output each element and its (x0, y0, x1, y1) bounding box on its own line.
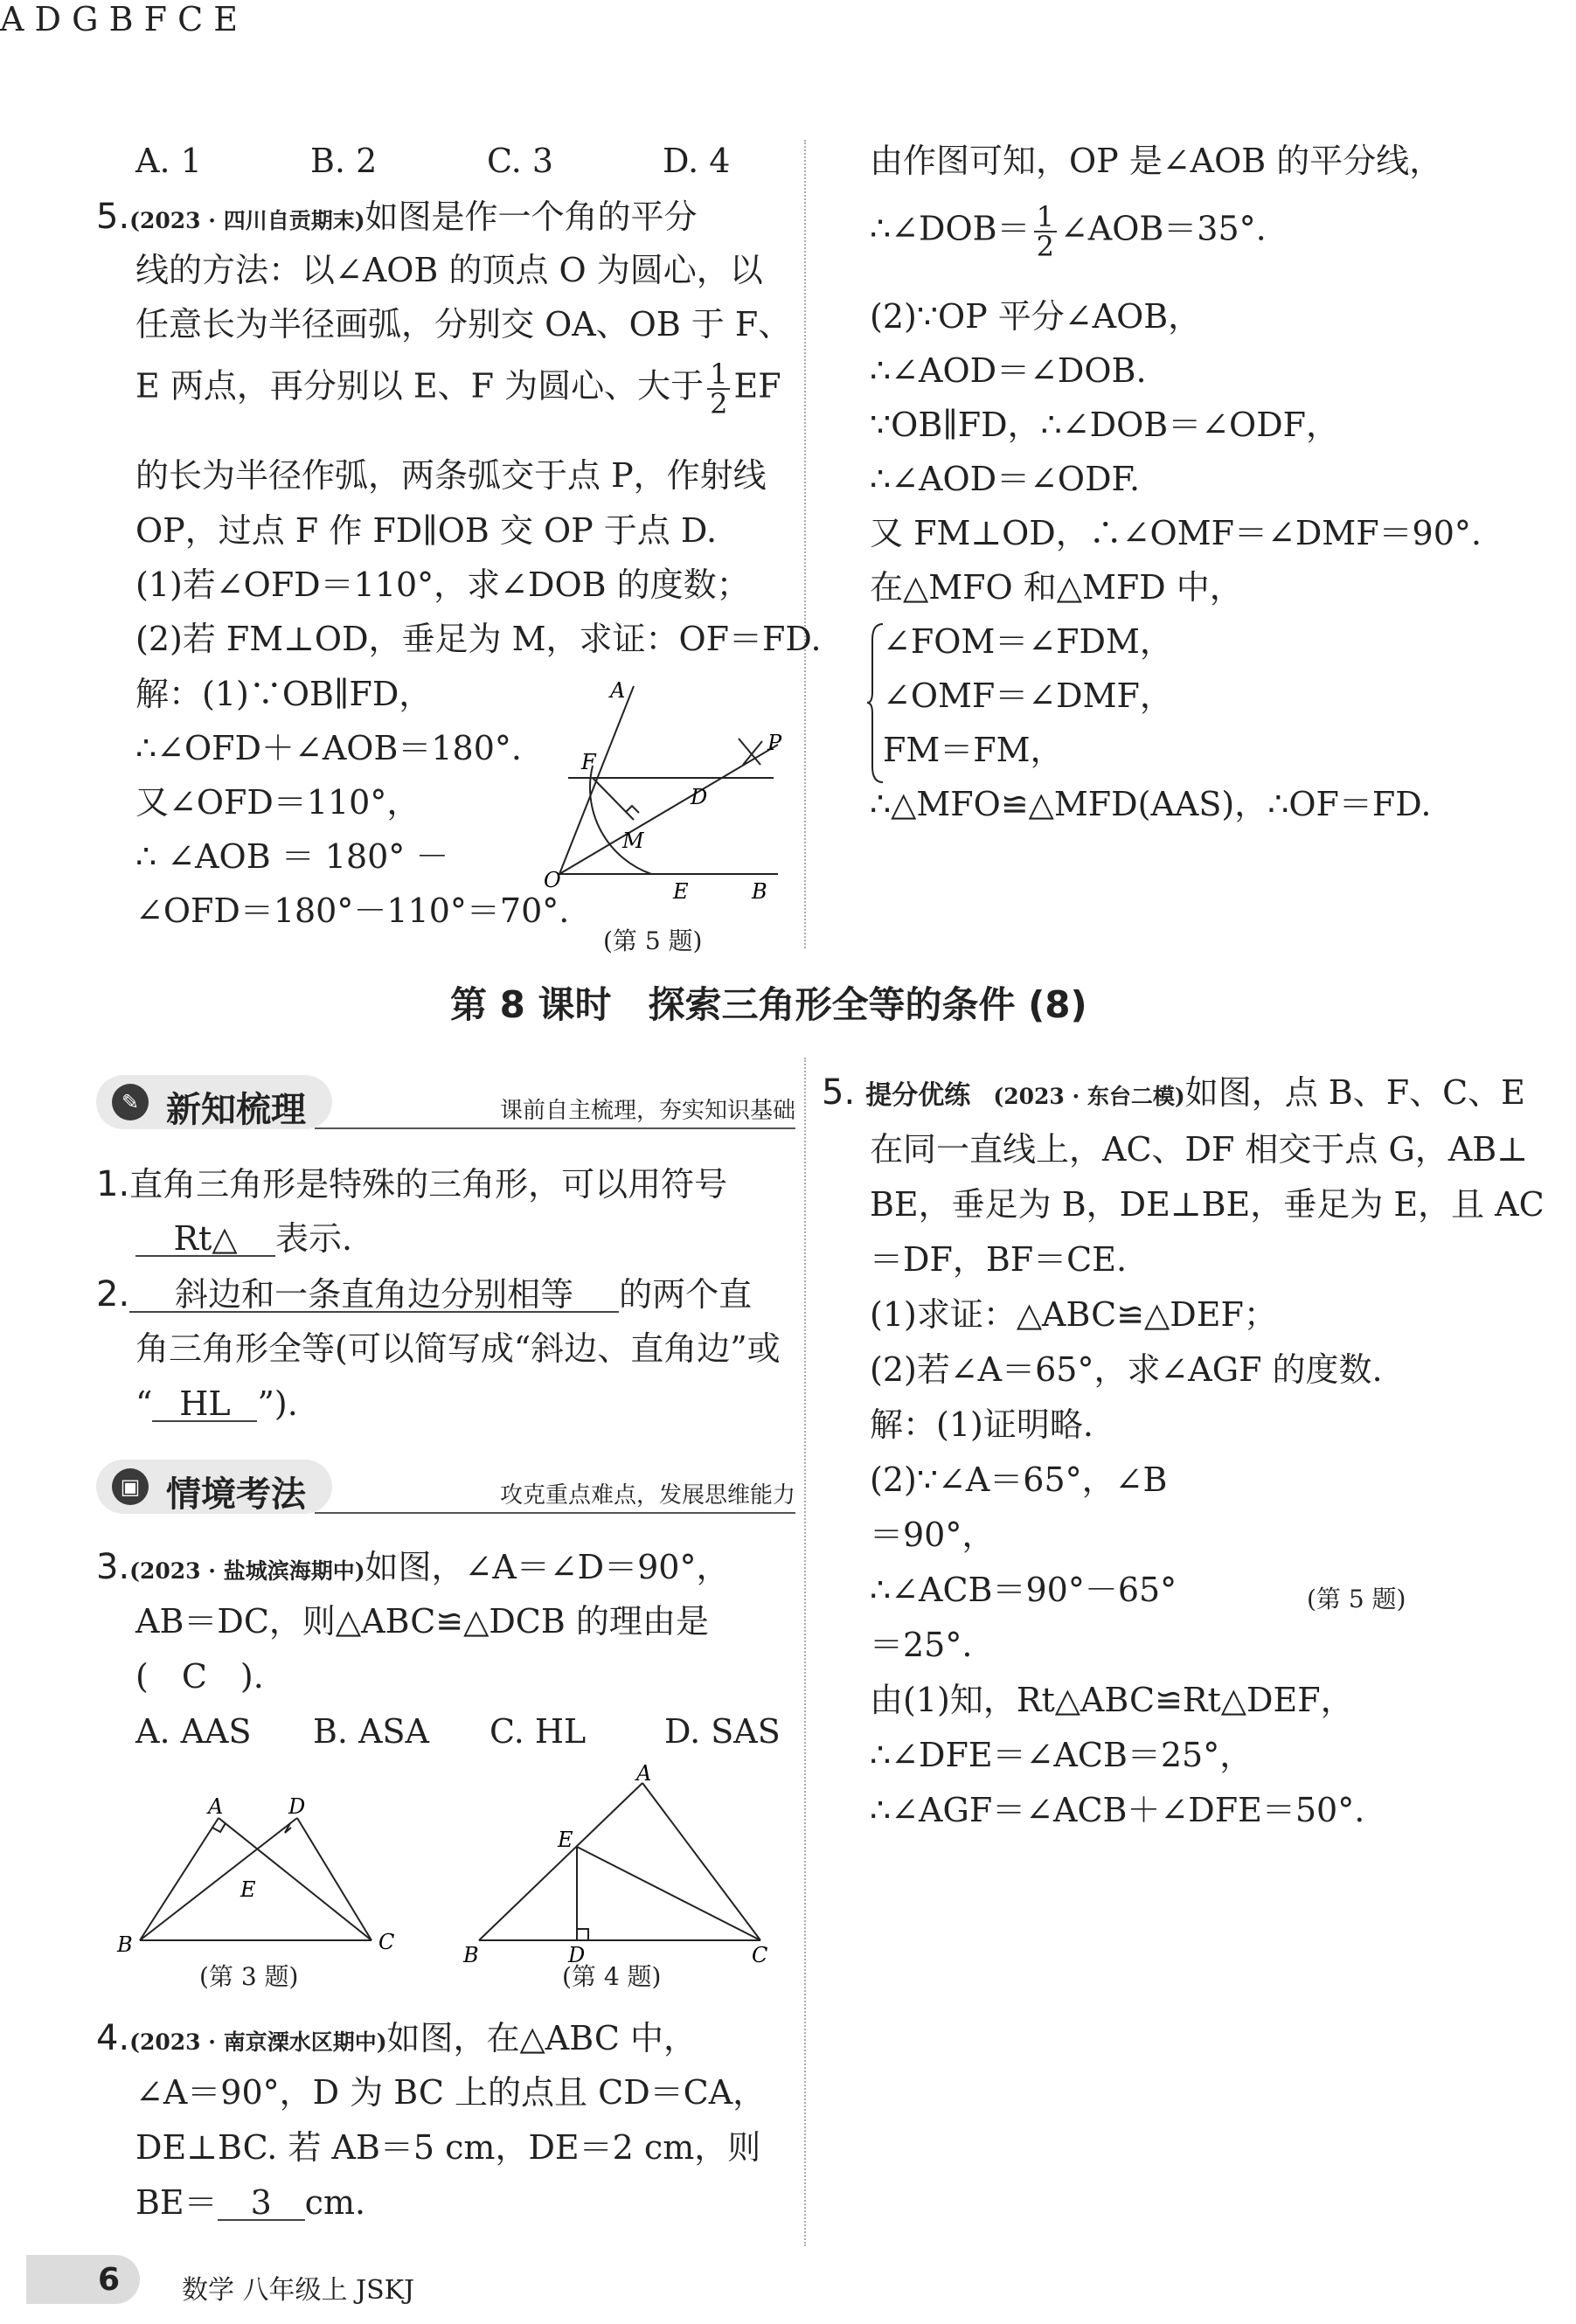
label-b: B (463, 1943, 479, 1967)
question-number: 1. (96, 1164, 130, 1204)
solution-line: 解：(1)∵OB∥FD， (135, 675, 433, 713)
pencil-icon: ✎ (112, 1084, 149, 1120)
question-part-1: (1)求证：△ABC≌△DEF； (870, 1295, 1277, 1334)
solution-line: 由(1)知，Rt△ABC≌Rt△DEF， (870, 1681, 1354, 1719)
figure-caption: (第 3 题) (199, 1962, 299, 1991)
option-c: C. HL (489, 1712, 587, 1751)
label-e: E (240, 1877, 256, 1902)
label-e: E (213, 0, 238, 38)
question-source: (2023 · 南京溧水区期中) (129, 2029, 387, 2055)
label-f: F (143, 0, 167, 38)
option-b: B. ASA (313, 1712, 429, 1751)
question-tag: 提分优练 (865, 1080, 971, 1111)
option-d: D. SAS (664, 1712, 781, 1751)
option-b: B. 2 (310, 142, 378, 180)
question-part-2: (2)若 FM⊥OD，垂足为 M，求证：OF＝FD. (135, 620, 822, 658)
question-text: ＝DF，BF＝CE. (870, 1240, 1128, 1279)
solution-line: ∠OFD＝180°－110°＝70°. (135, 891, 570, 930)
label-a: A (0, 0, 24, 38)
banner-title: 情境考法 (166, 1474, 306, 1515)
label-a: A (610, 678, 626, 703)
solution-line: ∴∠AGF＝∠ACB＋∠DFE＝50°. (870, 1791, 1365, 1829)
figure-q3 (114, 1796, 411, 1971)
question-text: AB＝DC，则△ABC≌△DCB 的理由是 (135, 1602, 709, 1641)
chart-icon: ▣ (112, 1468, 149, 1505)
question-text: 如图，点 B、F、C、E (1184, 1073, 1525, 1112)
solution-line: ＝90°， (870, 1516, 996, 1554)
figure-caption: (第 4 题) (562, 1962, 662, 1991)
question-text: E 两点，再分别以 E、F 为圆心、大于 $\frac{1}{2}$ EF (135, 357, 781, 420)
page-number-tab (26, 2255, 140, 2304)
question-text: 线的方法：以∠AOB 的顶点 O 为圆心，以 (135, 251, 763, 289)
question-text: 在同一直线上，AC、DF 相交于点 G，AB⊥ (870, 1130, 1528, 1169)
question-text: 的长为半径作弧，两条弧交于点 P，作射线 (135, 456, 767, 495)
label-d: D (288, 1796, 306, 1819)
solution-line: 在△MFO 和△MFD 中， (870, 568, 1243, 607)
solution-line: 又∠OFD＝110°， (135, 783, 420, 822)
solution-line: ∴∠OFD＋∠AOB＝180°. (135, 729, 522, 767)
question-text: DE⊥BC. 若 AB＝5 cm，DE＝2 cm，则 (135, 2128, 761, 2167)
label-o: O (544, 868, 561, 892)
solution-line: ∴∠AOD＝∠ODF. (870, 460, 1141, 498)
question-text: 如图，∠A＝∠D＝90°， (364, 1548, 730, 1586)
solution-line: ∵OB∥FD，∴∠DOB＝∠ODF， (870, 406, 1340, 444)
question-part-1: (1)若∠OFD＝110°，求∠DOB 的度数； (135, 565, 750, 604)
page-number: 6 (98, 2262, 121, 2298)
figure-caption: (第 5 题) (603, 926, 703, 955)
solution-line: ∴∠DFE＝∠ACB＝25°， (870, 1736, 1253, 1774)
label-g: G (72, 0, 99, 38)
label-e: E (558, 1828, 573, 1852)
brace-icon (865, 622, 885, 784)
solution-line: (2)∵OP 平分∠AOB， (870, 297, 1202, 336)
banner-new-knowledge (96, 1075, 795, 1129)
solution-line: 由作图可知，OP 是∠AOB 的平分线， (870, 142, 1443, 180)
column-divider-bottom (804, 1058, 806, 2246)
answer-blank: 斜边和一条直角边分别相等 (129, 1278, 619, 1313)
option-d: D. 4 (663, 142, 731, 180)
solution-line: ＝25°. (870, 1626, 973, 1664)
question-text: 表示. (275, 1219, 353, 1258)
question-text: 直角三角形是特殊的三角形，可以用符号 (129, 1165, 728, 1204)
label-b: B (752, 879, 767, 904)
question-number: 5. (822, 1072, 856, 1113)
label-a: A (208, 1796, 224, 1819)
section-title: 第 8 课时 探索三角形全等的条件 (8) (450, 983, 1087, 1026)
question-text: 任意长为半径画弧，分别交 OA、OB 于 F、 (135, 305, 792, 343)
label-d: D (691, 785, 708, 809)
question-text: 如图，在△ABC 中， (386, 2019, 697, 2057)
label-b: B (108, 0, 134, 38)
solution-line: ∠FOM＝∠FDM， (883, 622, 1173, 661)
question-source: (2023 · 盐城滨海期中) (129, 1558, 365, 1584)
question-text: ∠A＝90°，D 为 BC 上的点且 CD＝CA， (135, 2073, 767, 2112)
solution-line: 解：(1)证明略. (870, 1405, 1093, 1444)
question-number: 5. (96, 197, 130, 237)
question-source: (2023 · 四川自贡期末) (129, 208, 365, 233)
fraction: $\frac{1}{2}$ (707, 360, 730, 418)
solution-line: ∴△MFO≌△MFD(AAS)，∴OF＝FD. (870, 785, 1432, 823)
figure-q5-bottom (1219, 1403, 1534, 1578)
banner-scenario-test (96, 1460, 795, 1514)
label-d: D (568, 1943, 586, 1967)
solution-line: ∴∠DOB＝ $\frac{1}{2}$ ∠AOB＝35°. (870, 200, 1267, 263)
label-c: C (752, 1943, 768, 1967)
figure-caption: (第 5 题) (1307, 1585, 1406, 1613)
question-source: (2023 · 东台二模) (993, 1084, 1185, 1109)
question-number: 3. (96, 1547, 130, 1587)
question-text: 角三角形全等(可以简写成“斜边、直角边”或 (135, 1329, 781, 1368)
label-m: M (622, 829, 644, 853)
column-divider-top (804, 140, 806, 948)
fraction: $\frac{1}{2}$ (1034, 203, 1057, 260)
question-text: 如图是作一个角的平分 (364, 198, 698, 236)
answer-choice: ( C ). (135, 1657, 264, 1696)
answer-blank: Rt△ (135, 1222, 275, 1257)
solution-line: ∴ ∠AOB ＝ 180° － (135, 837, 449, 876)
label-b: B (117, 1932, 133, 1957)
solution-line: (2)∵∠A＝65°，∠B (870, 1460, 1168, 1499)
answer-blank: HL (152, 1387, 257, 1422)
question-text: 的两个直 (619, 1275, 753, 1314)
question-text: OP，过点 F 作 FD∥OB 交 OP 于点 D. (135, 511, 718, 550)
question-part-2: (2)若∠A＝65°，求∠AGF 的度数. (870, 1350, 1383, 1389)
question-number: 4. (96, 2018, 130, 2058)
banner-title: 新知梳理 (166, 1090, 306, 1130)
solution-line: ∴∠ACB＝90°－65° (870, 1571, 1177, 1609)
banner-subtitle: 攻克重点难点，发展思维能力 (499, 1482, 795, 1509)
option-c: C. 3 (487, 142, 554, 180)
figure-angle-bisector (542, 664, 795, 909)
solution-line: ∠OMF＝∠DMF， (883, 676, 1173, 715)
question-text: BE，垂足为 B，DE⊥BE，垂足为 E，且 AC (870, 1185, 1545, 1224)
figure-q4 (455, 1761, 787, 1971)
label-d: D (34, 0, 62, 38)
label-c: C (177, 0, 204, 38)
footer-text: 数学 八年级上 JSKJ (182, 2275, 415, 2306)
option-a: A. AAS (135, 1712, 252, 1751)
solution-line: FM＝FM， (883, 731, 1064, 769)
answer-blank: 3 (218, 2186, 305, 2221)
label-p: P (767, 731, 782, 755)
label-e: E (673, 879, 689, 904)
label-c: C (378, 1930, 395, 1954)
banner-subtitle: 课前自主梳理，夯实知识基础 (499, 1098, 795, 1124)
option-a: A. 1 (135, 142, 202, 180)
solution-line: 又 FM⊥OD，∴∠OMF＝∠DMF＝90°. (870, 514, 1482, 552)
label-f: F (581, 750, 596, 774)
solution-line: ∴∠AOD＝∠DOB. (870, 351, 1147, 390)
label-a: A (636, 1761, 652, 1786)
question-number: 2. (96, 1274, 130, 1315)
